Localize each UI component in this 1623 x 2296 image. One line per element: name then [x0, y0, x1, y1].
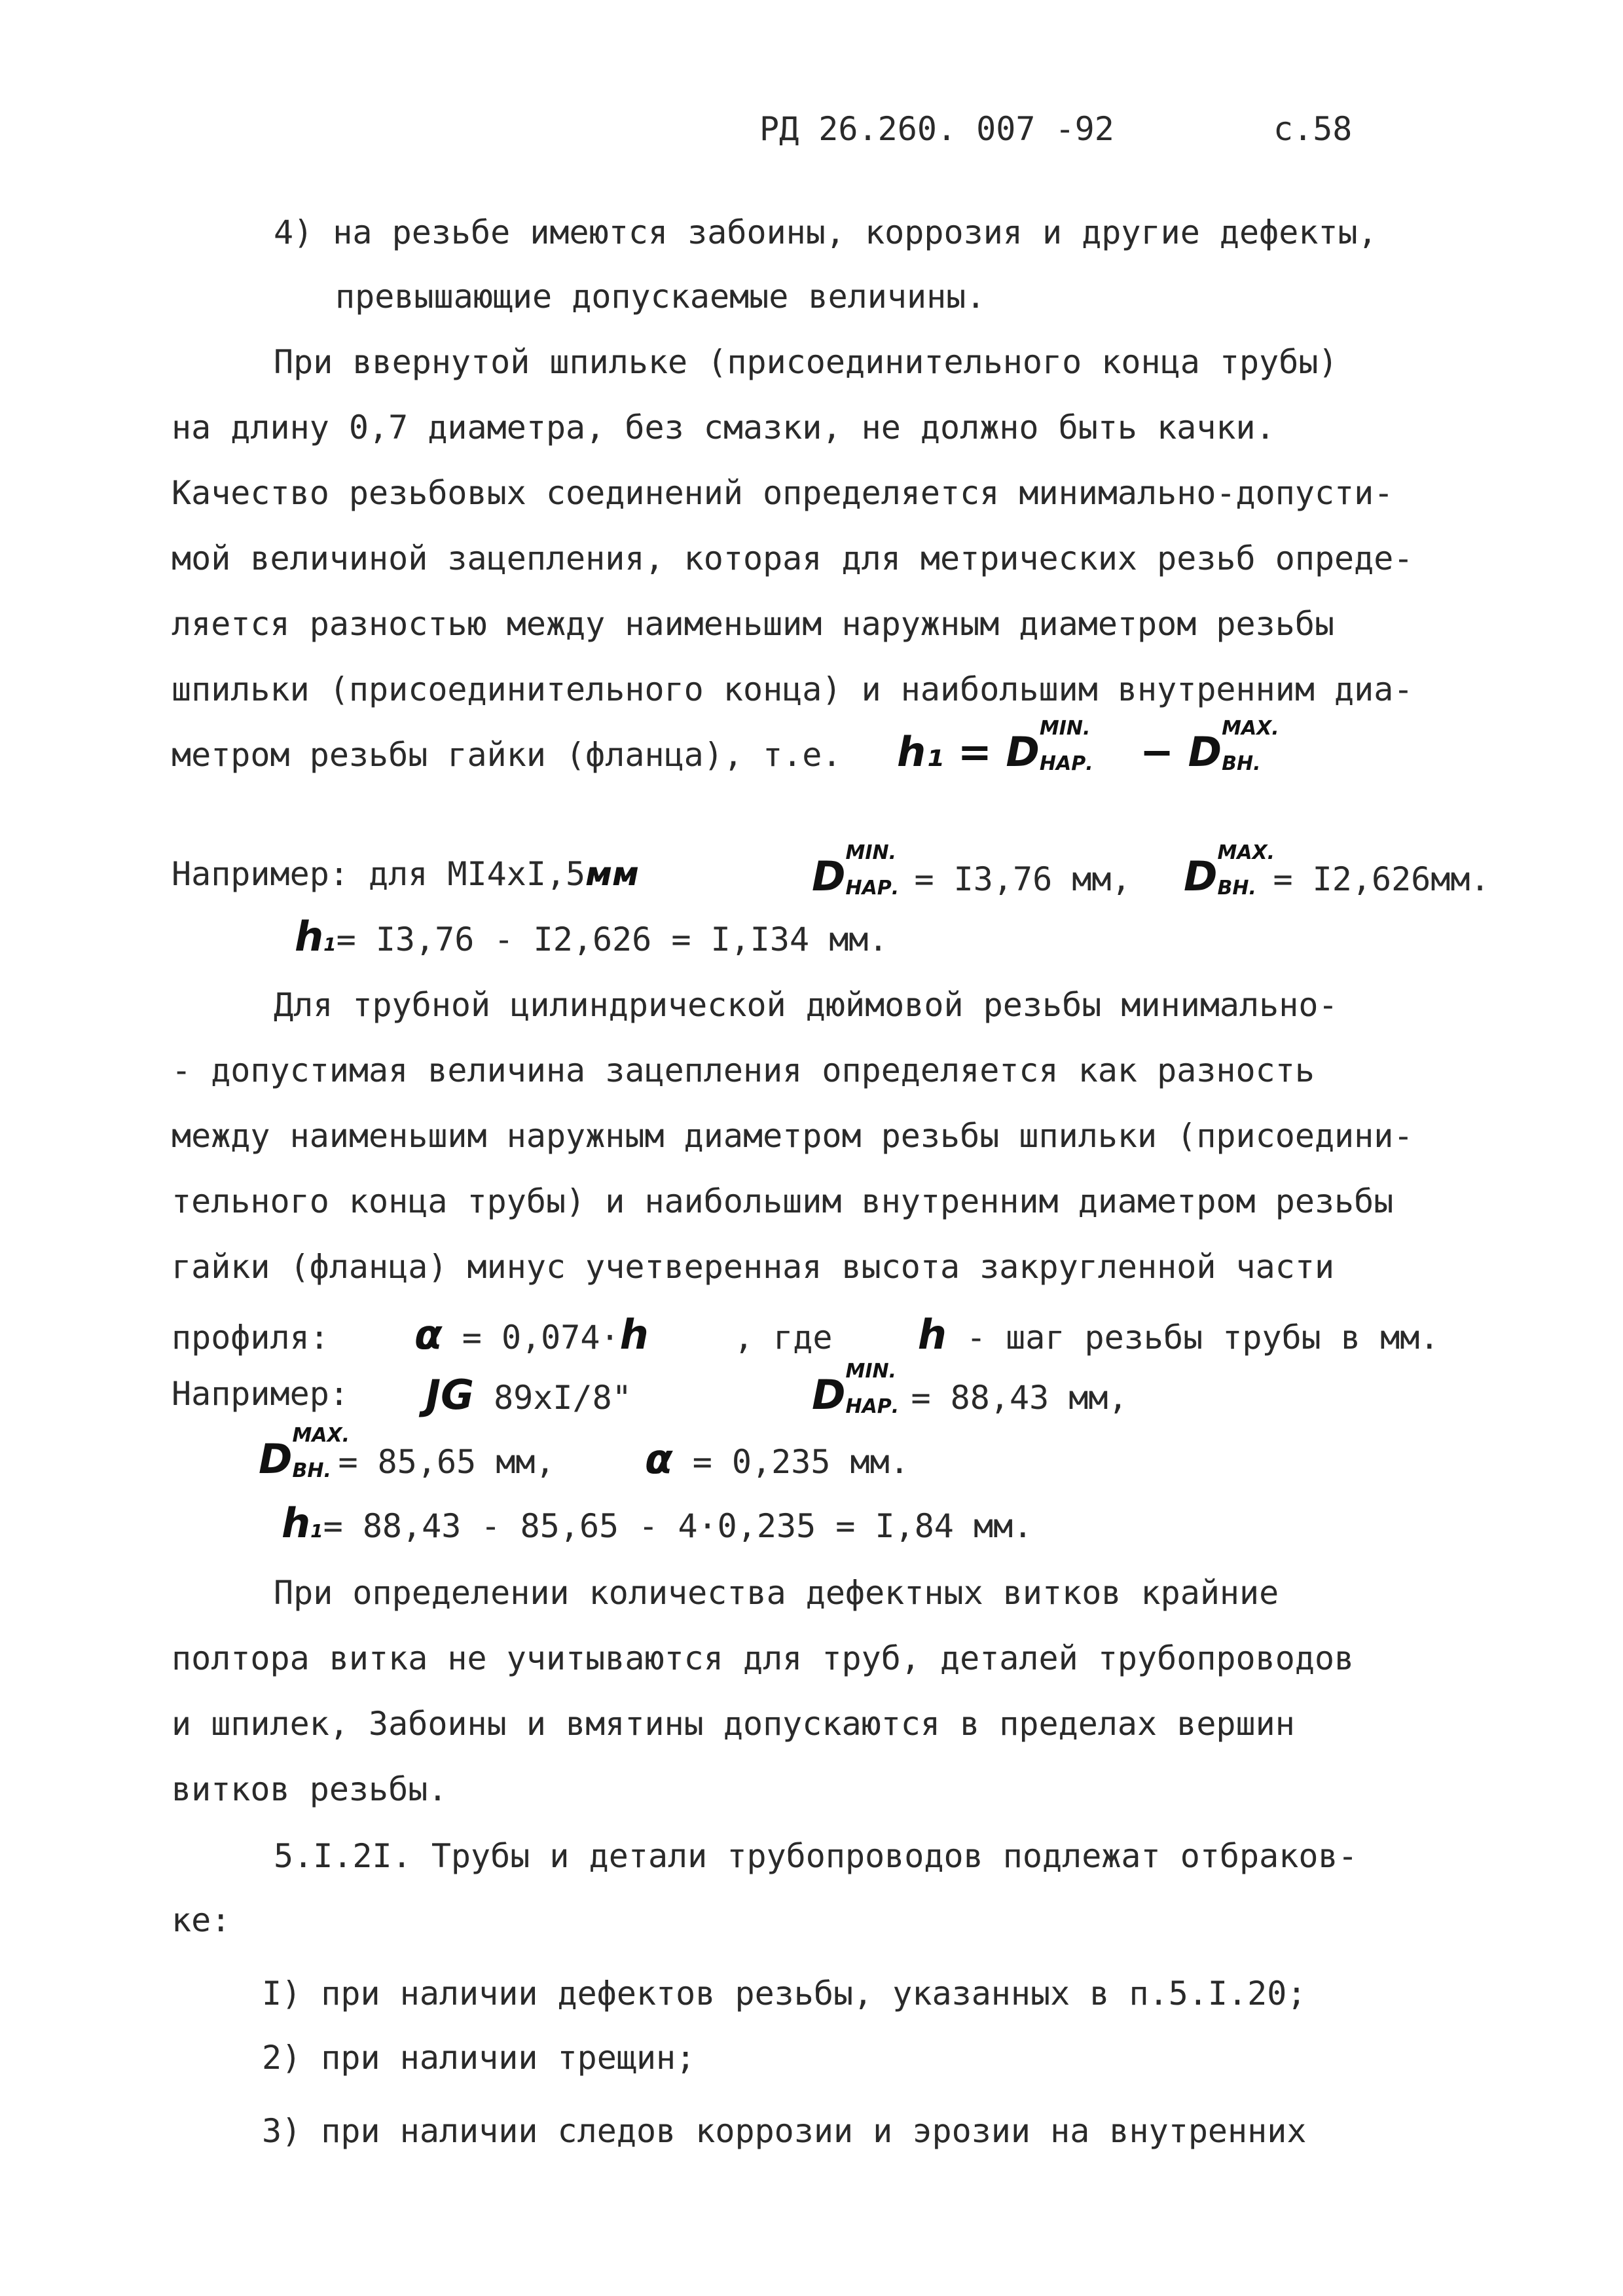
example-metric-result: h1= I3,76 - I2,626 = I,I34 мм.	[295, 913, 888, 960]
text-line: на длину 0,7 диаметра, без смазки, не должно быть качки.	[172, 409, 1275, 446]
example-metric-label: Например: для MI4xI,5мм	[172, 855, 639, 893]
page-number: с.58	[1273, 110, 1353, 148]
text-line: ляется разностью между наименьшим наружным диаметром резьбы	[172, 605, 1335, 643]
text-line: ке:	[172, 1901, 231, 1939]
text-line: При определении количества дефектных витков крайние	[274, 1574, 1279, 1612]
text-line: - допустимая величина зацепления определяется как разность	[172, 1051, 1315, 1089]
text-line: мой величиной зацепления, которая для метрических резьб опреде-	[172, 539, 1413, 577]
text-line: гайки (фланца) минус учетверенная высота закругленной части	[172, 1248, 1335, 1286]
example-metric-D-vn: D MAX. ВН. = I2,626мм.	[1184, 841, 1490, 900]
text-line: между наименьшим наружным диаметром резьбы шпильки (присоедини-	[172, 1117, 1413, 1155]
formula-h1: h₁ =	[897, 728, 992, 776]
text-line: метром резьбы гайки (фланца), т.е.	[172, 736, 842, 774]
text-line: витков резьбы.	[172, 1770, 448, 1808]
text-line: При ввернутой шпильке (присоединительного конца трубы)	[274, 343, 1338, 381]
formula-D-vn: D MAX. ВН.	[1188, 717, 1279, 776]
example-pipe-D-vn: D MAX. ВН. = 85,65 мм,	[259, 1424, 555, 1483]
text-line: Качество резьбовых соединений определяется минимально-допусти-	[172, 474, 1394, 512]
formula-minus: −	[1140, 728, 1175, 776]
list-item: 3) при наличии следов коррозии и эрозии на внутренних	[262, 2112, 1307, 2150]
section-heading: 5.I.2I. Трубы и детали трубопроводов подлежат отбраков-	[274, 1837, 1358, 1875]
text-line: превышающие допускаемые величины.	[335, 278, 986, 316]
text-line: полтора витка не учитываются для труб, деталей трубопроводов	[172, 1639, 1355, 1677]
example-pipe-alpha: α = 0,235 мм.	[645, 1435, 909, 1483]
example-pipe-label: Например:	[172, 1375, 349, 1413]
text-line: и шпилек, Забоины и вмятины допускаются в пределах вершин	[172, 1705, 1295, 1743]
text-line: Для трубной цилиндрической дюймовой резьбы минимально-	[274, 986, 1338, 1024]
formula-D-nar: D MIN. НАР.	[1006, 717, 1093, 776]
text-line: тельного конца трубы) и наибольшим внутренним диаметром резьбы	[172, 1182, 1394, 1220]
example-pipe-D-nar: D MIN. НАР. = 88,43 мм,	[812, 1360, 1128, 1419]
text-line: шпильки (присоединительного конца) и наибольшим внутренним диа-	[172, 670, 1413, 708]
engagement-formula	[897, 717, 1279, 776]
list-item: I) при наличии дефектов резьбы, указанных в п.5.I.20;	[262, 1975, 1307, 2013]
text-line: 4) на резьбе имеются забоины, коррозия и другие дефекты,	[274, 213, 1377, 251]
example-pipe-thread: JG 89xI/8"	[426, 1371, 632, 1419]
alpha-symbol: α	[414, 1311, 443, 1358]
document-code: РД 26.260. 007 -92	[759, 110, 1114, 148]
profile-formula-line: профиля: α = 0,074·h , где h - шаг резьбы трубы в мм.	[172, 1311, 1440, 1358]
example-pipe-result: h1= 88,43 - 85,65 - 4·0,235 = I,84 мм.	[282, 1499, 1033, 1547]
example-metric-D-nar: D MIN. НАР. = I3,76 мм,	[812, 841, 1131, 900]
list-item: 2) при наличии трещин;	[262, 2039, 696, 2077]
